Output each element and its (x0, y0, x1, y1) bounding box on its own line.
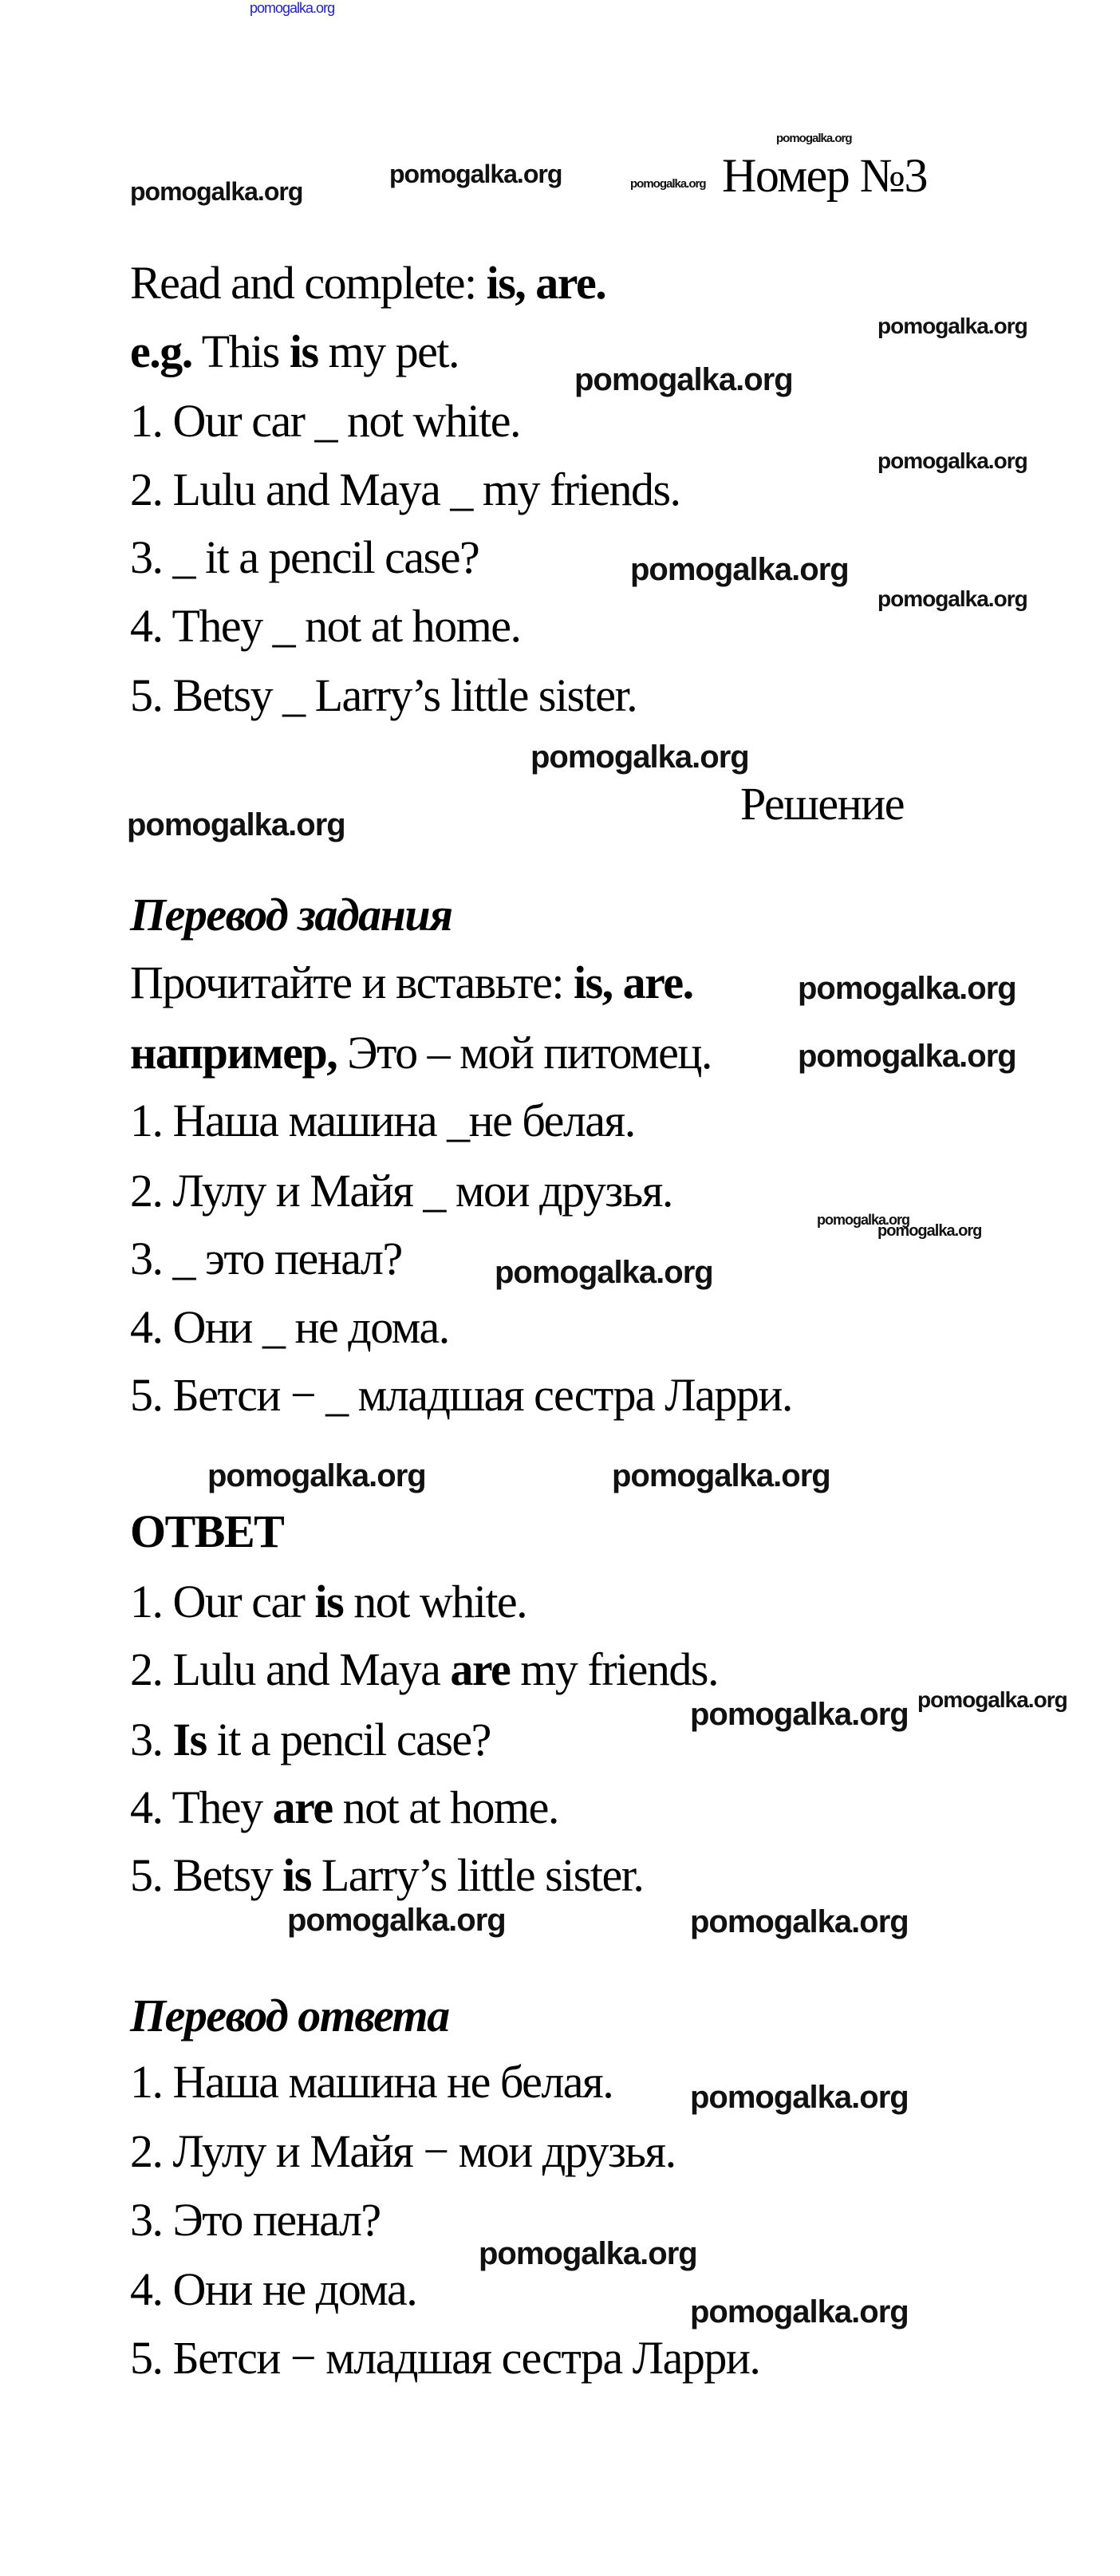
watermark: pomogalka.org (798, 1039, 1016, 1074)
text-segment: 3. _ это пенал? (130, 1233, 402, 1284)
bold-text: are (450, 1643, 511, 1695)
watermark: pomogalka.org (798, 971, 1016, 1006)
watermark: pomogalka.org (130, 177, 303, 206)
watermark: pomogalka.org (530, 740, 749, 775)
bold-text: is (282, 1849, 311, 1901)
watermark: pomogalka.org (817, 1212, 910, 1228)
task-instruction (130, 259, 605, 307)
text-segment: my friends. (510, 1643, 718, 1695)
bold-text: is, are. (486, 257, 606, 309)
bold-text: is (289, 325, 318, 377)
text-segment: 4. Они не дома. (130, 2263, 417, 2315)
bold-text: e.g. (130, 325, 192, 377)
answer-translation-heading: Перевод ответа (130, 1990, 449, 2041)
answer-item (130, 1849, 644, 1901)
answer-item (130, 1578, 526, 1626)
translation-item (130, 1235, 402, 1283)
translation-item (130, 1371, 792, 1419)
text-segment: not white. (343, 1576, 527, 1627)
answer-translation-item (130, 2263, 417, 2315)
translation-item (130, 1167, 672, 1215)
watermark: pomogalka.org (877, 448, 1027, 473)
watermark: pomogalka.org (250, 0, 335, 16)
task-item (130, 466, 680, 514)
text-segment: 5. Betsy (130, 1849, 283, 1901)
text-segment: 1. Our car (130, 1576, 315, 1627)
translation-item (130, 1097, 635, 1145)
text-segment: 5. Бетси − _ младшая сестра Ларри. (130, 1369, 792, 1421)
text-segment: not at home. (332, 1781, 558, 1833)
watermark: pomogalka.org (207, 1458, 426, 1493)
text-segment: 2. Лулу и Майя − мои друзья. (130, 2125, 676, 2177)
solution-label: Решение (740, 778, 904, 830)
watermark: pomogalka.org (917, 1687, 1067, 1712)
task-item (130, 531, 479, 583)
watermark: pomogalka.org (690, 1904, 909, 1939)
bold-text: is (314, 1576, 344, 1627)
text-segment: 5. Betsy _ Larry’s little sister. (130, 669, 637, 721)
watermark: pomogalka.org (690, 2080, 909, 2115)
task-translation-heading: Перевод задания (130, 889, 452, 941)
text-segment: Это – мой питомец. (337, 1027, 712, 1079)
text-segment: 4. They _ not at home. (130, 600, 521, 652)
text-segment: 3. _ it a pencil case? (130, 531, 479, 583)
text-segment: 4. They (130, 1781, 273, 1833)
text-segment: Larry’s little sister. (310, 1849, 644, 1901)
watermark: pomogalka.org (495, 1255, 713, 1290)
answer-translation-item (130, 2196, 381, 2244)
watermark: pomogalka.org (690, 2294, 909, 2329)
text-segment: 1. Наша машина _не белая. (130, 1095, 635, 1146)
bold-text: Is (172, 1714, 207, 1765)
watermark: pomogalka.org (877, 1222, 982, 1240)
task-example (130, 325, 459, 377)
watermark: pomogalka.org (630, 552, 849, 587)
text-segment: 5. Бетси − младшая сестра Ларри. (130, 2332, 760, 2384)
text-segment: 2. Lulu and Maya (130, 1643, 451, 1695)
text-segment: 3. (130, 1714, 173, 1765)
translation-instruction (130, 959, 693, 1007)
text-segment: Read and complete: (130, 257, 487, 309)
text-segment: it a pencil case? (206, 1714, 491, 1765)
watermark: pomogalka.org (690, 1697, 909, 1732)
bold-text: is, are. (573, 957, 693, 1008)
answer-translation-item (130, 2125, 676, 2177)
text-segment: 2. Лулу и Майя _ мои друзья. (130, 1165, 672, 1217)
exercise-title: Номер №3 (722, 149, 928, 202)
answer-translation-item (130, 2058, 613, 2106)
translation-example (130, 1029, 712, 1077)
watermark: pomogalka.org (630, 177, 706, 191)
watermark: pomogalka.org (776, 132, 852, 145)
watermark: pomogalka.org (612, 1458, 830, 1493)
answer-heading: ОТВЕТ (130, 1505, 284, 1557)
watermark: pomogalka.org (127, 807, 345, 842)
text-segment: 3. Это пенал? (130, 2194, 381, 2246)
answer-item (130, 1716, 491, 1764)
text-segment: Прочитайте и вставьте: (130, 957, 574, 1008)
bold-text: например, (130, 1027, 337, 1079)
answer-translation-item (130, 2334, 759, 2382)
text-segment: 1. Our car _ not white. (130, 395, 520, 447)
watermark: pomogalka.org (574, 362, 793, 397)
text-segment: 1. Наша машина не белая. (130, 2056, 613, 2108)
text-segment: 2. Lulu and Maya _ my friends. (130, 464, 680, 515)
text-segment: This (191, 325, 290, 377)
answer-item (130, 1781, 558, 1833)
task-item (130, 602, 520, 650)
text-segment: 4. Они _ не дома. (130, 1301, 449, 1353)
text-segment: my pet. (317, 325, 459, 377)
watermark: pomogalka.org (287, 1903, 506, 1938)
watermark: pomogalka.org (877, 314, 1027, 338)
task-item (130, 397, 520, 445)
task-item (130, 669, 637, 721)
translation-item (130, 1301, 449, 1353)
watermark: pomogalka.org (877, 586, 1027, 611)
watermark: pomogalka.org (389, 160, 562, 188)
watermark: pomogalka.org (479, 2236, 697, 2271)
answer-item (130, 1643, 718, 1695)
bold-text: are (272, 1781, 333, 1833)
